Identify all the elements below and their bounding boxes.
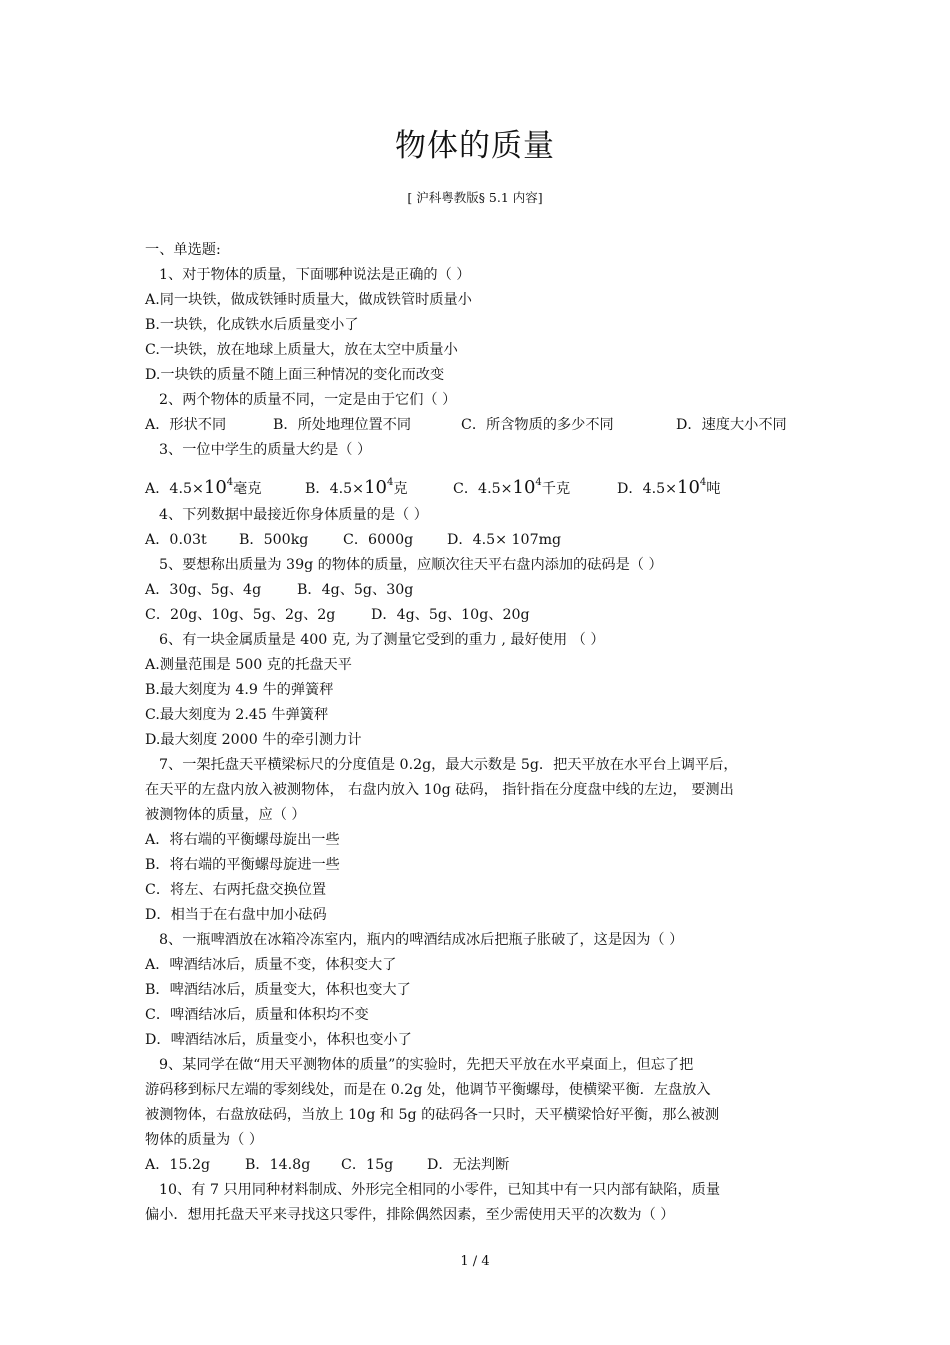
- q7-stem-line3: 被测物体的质量，应（ ）: [145, 807, 306, 823]
- q5-option-d: D．4g、5g、10g、20g: [371, 607, 530, 623]
- q3-options: [145, 463, 810, 503]
- q1-stem: 1、对于物体的质量，下面哪种说法是正确的（ ）: [159, 267, 471, 283]
- q4-option-b: B．500kg: [239, 532, 309, 548]
- q3-b-prefix: B．4.5×: [305, 481, 365, 497]
- q1-option-c: C.一块铁，放在地球上质量大，放在太空中质量小: [145, 342, 458, 358]
- q3-option-d: [617, 463, 721, 509]
- q4-options: [145, 528, 810, 553]
- q9-stem-line3: 被测物体，右盘放砝码，当放上 10g 和 5g 的砝码各一只时，天平横梁恰好平衡，那么被测: [145, 1107, 720, 1123]
- q4-option-a: A．0.03t: [145, 532, 207, 548]
- q3-c-prefix: C．4.5×: [453, 481, 513, 497]
- page-number: 1 / 4: [460, 1254, 490, 1269]
- q3-a-prefix: A．4.5×: [145, 481, 204, 497]
- q3-c-unit: 千克: [541, 481, 571, 497]
- q8-option-d: D．啤酒结冰后，质量变小，体积也变小了: [145, 1032, 412, 1048]
- q2-option-c: C．所含物质的多少不同: [461, 417, 614, 433]
- q8-option-c: C．啤酒结冰后，质量和体积均不变: [145, 1007, 369, 1023]
- section-heading: 一、单选题:: [145, 242, 221, 258]
- q8-option-b: B．啤酒结冰后，质量变大，体积也变大了: [145, 982, 411, 998]
- page-title: 物体的质量: [395, 128, 555, 164]
- q9-option-a: A．15.2g: [145, 1157, 211, 1173]
- q5-options-cd: [145, 603, 810, 628]
- q9-stem-line1: 9、某同学在做“用天平测物体的质量”的实验时，先把天平放在水平桌面上，但忘了把: [159, 1057, 694, 1073]
- q6-option-a: A.测量范围是 500 克的托盘天平: [145, 657, 352, 673]
- q4-option-c: C．6000g: [343, 532, 414, 548]
- q7-option-a: A．将右端的平衡螺母旋出一些: [145, 832, 340, 848]
- q2-options: [145, 413, 810, 438]
- q3-stem: 3、一位中学生的质量大约是（ ）: [159, 442, 372, 458]
- q3-d-base: 10: [677, 477, 700, 498]
- q1-option-b: B.一块铁，化成铁水后质量变小了: [145, 317, 359, 333]
- q2-option-b: B．所处地理位置不同: [273, 417, 412, 433]
- q5-option-a: A．30g、5g、4g: [145, 582, 262, 598]
- q5-option-b: B．4g、5g、30g: [297, 582, 414, 598]
- q6-option-b: B.最大刻度为 4.9 牛的弹簧秤: [145, 682, 334, 698]
- question-list: [145, 238, 810, 1228]
- q6-stem: 6、有一块金属质量是 400 克, 为了测量它受到的重力 , 最好使用 （ ）: [159, 632, 605, 648]
- q3-option-c: [453, 463, 617, 509]
- q3-b-unit: 克: [393, 481, 408, 497]
- q3-a-exp: 4: [226, 477, 234, 488]
- q2-stem: 2、两个物体的质量不同，一定是由于它们（ ）: [159, 392, 457, 408]
- q3-b-exp: 4: [386, 477, 394, 488]
- q2-option-a: A．形状不同: [145, 417, 227, 433]
- q4-stem: 4、下列数据中最接近你身体质量的是（ ）: [159, 507, 428, 523]
- q2-option-d: D．速度大小不同: [676, 417, 787, 433]
- q3-a-unit: 毫克: [233, 481, 262, 497]
- q8-stem: 8、一瓶啤酒放在冰箱冷冻室内，瓶内的啤酒结成冰后把瓶子胀破了，这是因为（ ）: [159, 932, 684, 948]
- page-subtitle: [ 沪科粤教版§ 5.1 内容]: [407, 190, 543, 205]
- q5-stem: 5、要想称出质量为 39g 的物体的质量，应顺次往天平右盘内添加的砝码是（ ）: [159, 557, 663, 573]
- q3-c-base: 10: [512, 477, 536, 498]
- q6-option-c: C.最大刻度为 2.45 牛弹簧秤: [145, 707, 329, 723]
- q3-d-prefix: D．4.5×: [617, 481, 678, 497]
- q6-option-d: D.最大刻度 2000 牛的牵引测力计: [145, 732, 362, 748]
- q7-option-c: C．将左、右两托盘交换位置: [145, 882, 327, 898]
- q3-d-unit: 吨: [706, 481, 721, 497]
- q3-d-exp: 4: [699, 477, 707, 488]
- q9-option-b: B．14.8g: [245, 1157, 311, 1173]
- q3-c-exp: 4: [535, 477, 542, 488]
- q7-option-d: D．相当于在右盘中加小砝码: [145, 907, 327, 923]
- q3-a-base: 10: [203, 477, 227, 498]
- q3-b-base: 10: [364, 477, 387, 498]
- q9-stem-line2: 游码移到标尺左端的零刻线处，而是在 0.2g 处，他调节平衡螺母，使横梁平衡．左盘放入: [145, 1082, 711, 1098]
- q5-options-ab: [145, 578, 810, 603]
- q9-option-d: D．无法判断: [427, 1157, 510, 1173]
- q1-option-d: D.一块铁的质量不随上面三种情况的变化而改变: [145, 367, 445, 383]
- q8-option-a: A．啤酒结冰后，质量不变，体积变大了: [145, 957, 397, 973]
- q9-stem-line4: 物体的质量为（ ）: [145, 1132, 264, 1148]
- q10-stem-line1: 10、有 7 只用同种材料制成、外形完全相同的小零件，已知其中有一只内部有缺陷，质量: [159, 1182, 721, 1198]
- q7-stem-line1: 7、一架托盘天平横梁标尺的分度值是 0.2g，最大示数是 5g．把天平放在水平台上调平后，: [159, 757, 738, 773]
- q9-option-c: C．15g: [341, 1157, 394, 1173]
- q4-option-d: D．4.5× 107mg: [447, 532, 562, 548]
- q5-option-c: C．20g、10g、5g、2g、2g: [145, 607, 336, 623]
- q10-stem-line2: 偏小．想用托盘天平来寻找这只零件，排除偶然因素，至少需使用天平的次数为（ ）: [145, 1207, 675, 1223]
- q9-options: [145, 1153, 810, 1178]
- q7-option-b: B．将右端的平衡螺母旋进一些: [145, 857, 340, 873]
- q1-option-a: A.同一块铁，做成铁锤时质量大，做成铁管时质量小: [145, 292, 472, 308]
- q7-stem-line2: 在天平的左盘内放入被测物体， 右盘内放入 10g 砝码， 指针指在分度盘中线的左边， 要测出: [145, 782, 734, 798]
